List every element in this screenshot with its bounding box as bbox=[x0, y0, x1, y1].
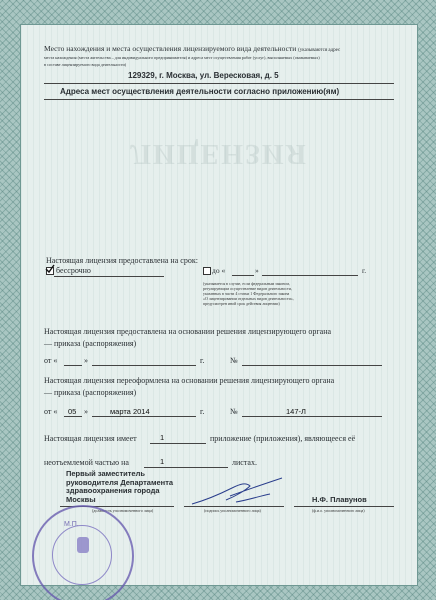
official-stamp bbox=[32, 505, 134, 600]
address-underline bbox=[44, 83, 394, 84]
location-heading-note: (указываются адрес bbox=[298, 48, 341, 53]
caption-position: (должность уполномоченного лица) bbox=[92, 508, 154, 513]
basis-day-line bbox=[64, 365, 82, 366]
basis-line-2: — приказа (распоряжения) bbox=[44, 339, 137, 348]
location-heading: Место нахождения и места осуществления лицензируемого вида деятельности bbox=[44, 44, 297, 53]
basis-month-line bbox=[92, 365, 196, 366]
reissue-number: 147-Л bbox=[286, 407, 306, 416]
coat-of-arms-icon bbox=[77, 537, 89, 553]
attachments-sheets: 1 bbox=[160, 457, 165, 466]
reissue-line-1: Настоящая лицензия переоформлена на основании решения лицензирующего органа bbox=[44, 376, 335, 385]
indefinite-underline bbox=[54, 276, 164, 277]
until-prefix: до « bbox=[212, 266, 226, 275]
reissue-month-year: марта 2014 bbox=[110, 407, 150, 416]
address-value: 129329, г. Москва, ул. Вересковая, д. 5 bbox=[128, 71, 279, 80]
location-note-3: в составе лицензируемого вида деятельности) bbox=[44, 62, 127, 67]
term-note-5: предусмотрен иной срок действия лицензии) bbox=[203, 301, 280, 306]
reissue-line-2: — приказа (распоряжения) bbox=[44, 388, 137, 397]
attachments-sheets-line bbox=[144, 467, 228, 468]
basis-year: г. bbox=[200, 356, 205, 365]
until-mid: » bbox=[255, 266, 259, 275]
term-note-2: регулирующим осуществление видов деятельности, bbox=[203, 286, 292, 291]
term-note-4: «О лицензировании отдельных видов деятельности», bbox=[203, 296, 294, 301]
until-month-line bbox=[262, 275, 358, 276]
attachments-line-1b: приложение (приложения), являющееся её bbox=[210, 434, 356, 443]
check-mark-icon bbox=[45, 264, 55, 274]
basis-from: от « bbox=[44, 356, 58, 365]
caption-signature: (подпись уполномоченного лица) bbox=[204, 508, 261, 513]
reissue-close: » bbox=[84, 407, 88, 416]
basis-number-line bbox=[242, 365, 382, 366]
reissue-day: 05 bbox=[68, 407, 77, 416]
reissue-month-line bbox=[92, 416, 196, 417]
stamp-inner-ring bbox=[52, 525, 112, 585]
reissue-number-line bbox=[242, 416, 382, 417]
indefinite-label: бессрочно bbox=[56, 266, 91, 275]
signatory-name: Н.Ф. Плавунов bbox=[312, 495, 367, 504]
caption-name: (ф.и.о. уполномоченного лица) bbox=[312, 508, 365, 513]
reissue-day-line bbox=[64, 416, 82, 417]
term-label: Настоящая лицензия предоставлена на срок: bbox=[46, 256, 198, 265]
reissue-no: № bbox=[230, 407, 238, 416]
attachments-count: 1 bbox=[160, 433, 165, 442]
attachments-line-1a: Настоящая лицензия имеет bbox=[44, 434, 137, 443]
attachments-line-2b: листах. bbox=[232, 458, 257, 467]
stamp-mp: М.П. bbox=[64, 521, 79, 528]
basis-line-1: Настоящая лицензия предоставлена на основании решения лицензирующего органа bbox=[44, 327, 332, 336]
reissue-year: г. bbox=[200, 407, 205, 416]
attachments-count-line bbox=[150, 443, 206, 444]
name-line bbox=[294, 506, 394, 507]
places-value: Адреса мест осуществления деятельности согласно приложению(ям) bbox=[60, 87, 340, 96]
reissue-from: от « bbox=[44, 407, 58, 416]
location-note-2: места нахождения (места жительства – для индивидуального предпринимателя) и адреса мест осуществления работ (услуг), выполняемых (оказываемых) bbox=[44, 55, 320, 60]
term-note-1: (указывается в случае, если федеральным законом, bbox=[203, 281, 290, 286]
places-underline bbox=[44, 99, 394, 100]
watermark-text: ЛИЦЕНЗИЯ bbox=[130, 138, 308, 169]
until-checkbox bbox=[203, 267, 211, 275]
term-note-3: указанных в части 4 статьи 1 Федерального закона bbox=[203, 291, 290, 296]
attachments-line-2a: неотъемлемой частью на bbox=[44, 458, 129, 467]
handwritten-signature bbox=[186, 472, 296, 512]
until-year: г. bbox=[362, 266, 367, 275]
signatory-position: Первый заместитель руководителя Департамента здравоохранения города Москвы bbox=[66, 469, 174, 504]
until-day-line bbox=[232, 275, 254, 276]
basis-no: № bbox=[230, 356, 238, 365]
basis-close: » bbox=[84, 356, 88, 365]
